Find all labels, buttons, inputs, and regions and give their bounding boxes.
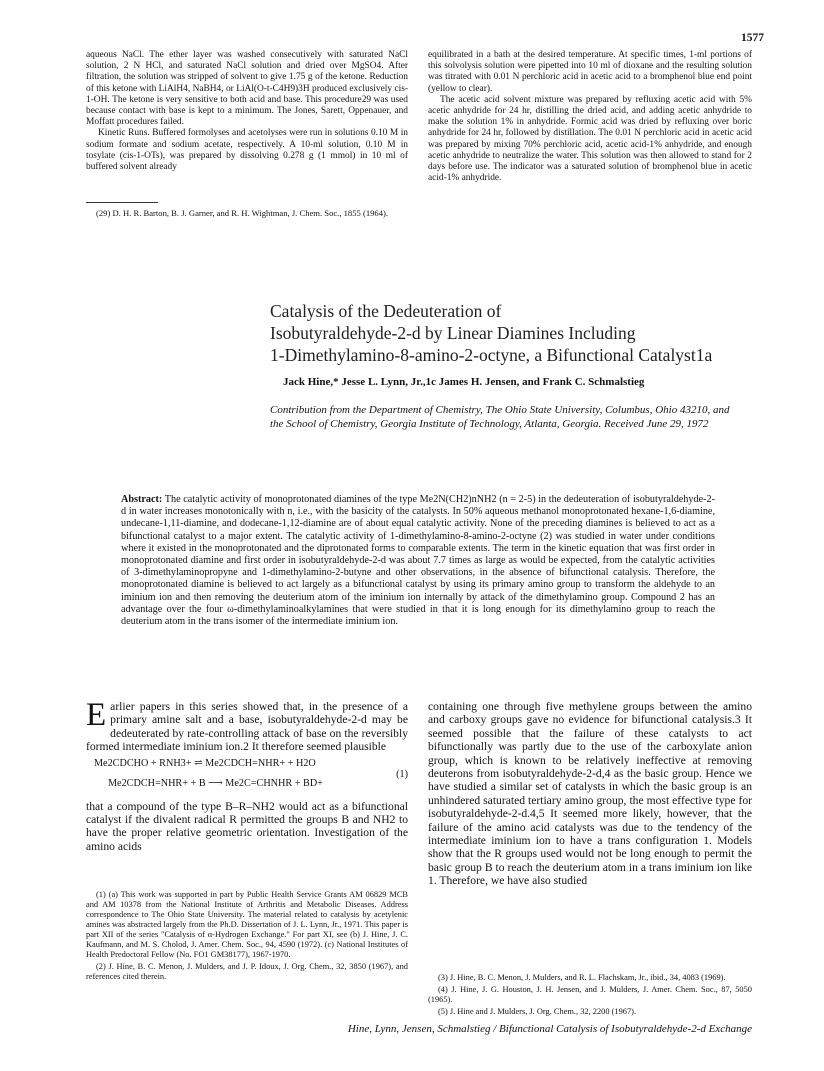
paragraph: The acetic acid solvent mixture was prepared by refluxing acetic acid with 5% acetic anhydride for 24 hr, distilling the dried acid, and adding acetic anhydride to make the solution 1% in anhydride. Formic acid was dried by refluxing over boric anhydride for 24 hr, followed by distillation. The 0.01 N perchloric acid in acetic acid was prepared by mixing 70% perchloric acid, acetic acid-1% anhydride, and enough acetic anhydride to neutralize the water. This solution was then allowed to stand for 2 days before use. The indicator was a saturated solution of bromphenol blue in acetic acid-1% anhydride. (428, 94, 752, 184)
footnote-5: (5) J. Hine and J. Mulders, J. Org. Chem., 32, 2200 (1967). (438, 1007, 637, 1016)
title-line: Isobutyraldehyde-2-d by Linear Diamines Including (270, 323, 636, 343)
body-column-left (86, 697, 408, 853)
abstract-text: The catalytic activity of monoprotonated diamines of the type Me2N(CH2)nNH2 (n = 2-5) in the dedeuteration of isobutyraldehyde-2-d in water increases monotonically with n, i.e., with the basicity of the catalysts. In 50% aqueous methanol monoprotonated hexane-1,6-diamine, undecane-1,11-diamine, and dodecane-1,12-diamine are of about equal catalytic activity. None of the preceding diamines is believed to act as a bifunctional catalyst to a major extent. The catalytic activity of 1-dimethylamino-8-amino-2-octyne (2) was studied in water under conditions where it existed in the monoprotonated and the diprotonated forms to comparable extents. The term in the kinetic equation that was first order in monoprotonated diamine and first order in isobutyraldehyde-2-d was about 7.7 times as large as would be expected, from the catalytic activities of 3-dimethylaminopropyne and 1-dimethylamino-2-butyne and other observations, in the absence of bifunctional catalysis. Therefore, the monoprotonated diamine is believed to act largely as a bifunctional catalyst by using its primary amino group to transform the aldehyde to an iminium ion and then removing the deuterium atom of the iminium ion internally by attack of the dimethylamino group. Compound 2 has an advantage over the four ω-dimethylaminoalkylamines that were studied in that it is long enough for its dimethylamino group to reach the deuterium atom in the trans isomer of the intermediate iminium ion. (121, 494, 715, 628)
footnote-29: (29) D. H. R. Barton, B. J. Garner, and R. H. Wightman, J. Chem. Soc., 1855 (1964). (96, 208, 389, 218)
footnote-4: (4) J. Hine, J. G. Houston, J. H. Jensen, and J. Mulders, J. Amer. Chem. Soc., 87, 5050 (1965). (428, 985, 752, 1004)
authors: Jack Hine,* Jesse L. Lynn, Jr.,1c James H. Jensen, and Frank C. Schmalstieg (283, 376, 645, 388)
drop-cap: E (86, 697, 107, 733)
title-line: 1-Dimethylamino-8-amino-2-octyne, a Bifunctional Catalyst1a (270, 345, 713, 365)
abstract-label: Abstract: (121, 494, 163, 505)
paragraph: containing one through five methylene groups between the amino and carboxy groups gave no evidence for bifunctional catalysis.3 It seemed possible that the failure of these catalysts to act bifunctionally was partly due to the use of the carboxylate anion group, which is known to be relatively ineffective at removing deuterons from isobutyraldehyde-2-d,4 as the basic group. Hence we have studied a similar set of catalysts in which the basic group is an unhindered saturated tertiary amino group, the most effective type for isobutyraldehyde-2-d.4,5 It seemed more likely, however, that the failure of the amino acid catalysts was due to the tendency of the intermediate iminium ion to have a trans configuration 1. Models show that the R groups used would not be long enough to permit the basic group B to reach the deuterium atom in a trans iminium ion like 1. Therefore, we have also studied (428, 700, 752, 888)
paragraph: aqueous NaCl. The ether layer was washed consecutively with saturated NaCl solution, 2 N HCl, and saturated NaCl solution and dried over MgSO4. After filtration, the solution was stripped of solvent to give 1.75 g of the ketone. Reduction of this ketone with LiAlH4, NaBH4, or LiAl(O-t-C4H9)3H produced exclusively cis-1-OH. The ketone is very sensitive to both acid and base. This procedure29 was used because contact with base is kept to a minimum. The Jones, Sarett, Oppenauer, and Moffatt procedures failed. (86, 50, 408, 128)
paragraph: that a compound of the type B–R–NH2 would act as a bifunctional catalyst if the divalent radical R permitted the groups B and NH2 to have the proper relative geometric orientation. Investigation of the amino acids (86, 799, 408, 853)
page-number: 1577 (741, 32, 764, 44)
paragraph-kinetic-runs: Kinetic Runs. Buffered formolyses and acetolyses were run in solutions 0.10 M in sodium formate and sodium acetate, respectively. A 10-ml solution, 0.10 M in tosylate (cis-1-OTs), was prepared by dissolving 0.278 g (1 mmol) in 10 ml of buffered solvent already (86, 128, 408, 173)
paragraph-text: arlier papers in this series showed that, in the presence of a primary amine salt and a base, isobutyraldehyde-2-d may be dedeuterated by rate-controlling attack of base on the reversibly formed intermediate iminium ion.2 It therefore seemed plausible (86, 700, 408, 754)
footnote-divider (86, 202, 158, 203)
paragraph: equilibrated in a bath at the desired temperature. At specific times, 1-ml portions of this solvolysis solution were pipetted into 10 ml of dioxane and the resulting solution was titrated with 0.01 N perchloric acid in acetic acid to a bromphenol blue end point (yellow to clear). (428, 50, 752, 94)
equation-number: (1) (396, 768, 408, 780)
affiliation: Contribution from the Department of Chemistry, The Ohio State University, Columbus, Ohio 43210, and the School of Chemistry, Georgia Institute of Technology, Atlanta, Georgia. Received June 29, 1972 (270, 404, 730, 430)
footnotes-left (86, 890, 408, 984)
abstract (121, 494, 715, 628)
experimental-column-left (86, 50, 408, 173)
experimental-column-right (428, 50, 752, 184)
equation-line: Me2CDCH=NHR+ + B ⟶ Me2C=CHNHR + BD+ (108, 777, 323, 789)
equation-1 (86, 757, 408, 797)
running-footer: Hine, Lynn, Jensen, Schmalstieg / Bifunctional Catalysis of Isobutyraldehyde-2-d Exchange (347, 1023, 752, 1035)
body-column-right (428, 700, 752, 888)
footnotes-right (428, 973, 752, 1019)
equation-line: Me2CDCHO + RNH3+ ⇌ Me2CDCH=NHR+ + H2O (94, 757, 316, 769)
footnote-3: (3) J. Hine, B. C. Menon, J. Mulders, and R. L. Flachskam, Jr., ibid., 34, 4083 (1969). (438, 973, 726, 982)
article-title (270, 300, 770, 366)
paragraph-intro (86, 697, 408, 754)
footnote-2: (2) J. Hine, B. C. Menon, J. Mulders, and J. P. Idoux, J. Org. Chem., 32, 3850 (1967), and references cited therein. (86, 962, 408, 981)
footnote-1: (1) (a) This work was supported in part by Public Health Service Grants AM 06829 MCB and AM 10378 from the National Institute of Arthritis and Metabolic Diseases. Address correspondence to The Ohio State University. The material related to catalysis by acetylenic amines was abstracted largely from the Ph.D. Dissertation of J. L. Lynn, Jr., 1971. This paper is part XII of the series "Catalysis of α-Hydrogen Exchange." For part XI, see (b) J. Hine, J. C. Kaufmann, and M. S. Cholod, J. Amer. Chem. Soc., 94, 4590 (1972). (c) National Institutes of Health Predoctoral Fellow (No. FO1 GM38177), 1967-1970. (86, 890, 408, 959)
title-line: Catalysis of the Dedeuteration of (270, 301, 502, 321)
